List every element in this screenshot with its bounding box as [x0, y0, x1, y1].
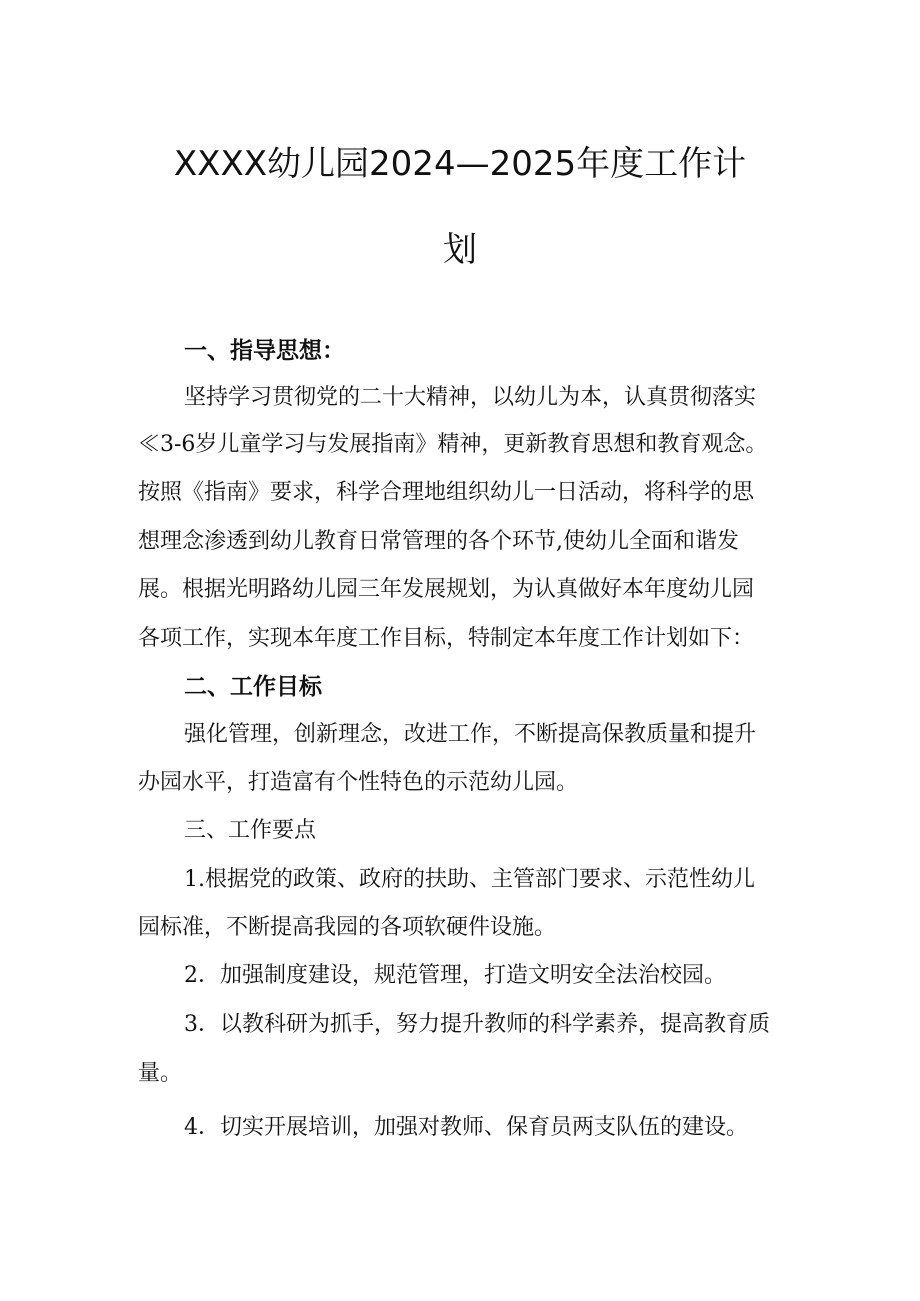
list-item-continued: 园标准，不断提高我园的各项软硬件设施。 — [138, 915, 557, 940]
section-heading-work-goals: 二、工作目标 — [184, 674, 322, 700]
paragraph-line: 按照《指南》要求，科学合理地组织幼儿一日活动，将科学的思 — [138, 480, 755, 505]
paragraph-line: 坚持学习贯彻党的二十大精神，以幼儿为本，认真贯彻落实 — [184, 385, 757, 410]
list-item-continued: 量。 — [138, 1061, 183, 1086]
paragraph-line: 各项工作，实现本年度工作目标，特制定本年度工作计划如下： — [138, 626, 755, 651]
document-title: XXXX幼儿园2024—2025年度工作计 — [173, 144, 747, 184]
section-heading-work-points: 三、工作要点 — [184, 818, 317, 843]
paragraph-line: ≪3-6岁儿童学习与发展指南》精神，更新教育思想和教育观念。 — [138, 432, 768, 457]
list-item: 3．以教科研为抓手，努力提升教师的科学素养，提高教育质 — [184, 1012, 770, 1037]
section-heading-guiding-ideology: 一、指导思想： — [184, 338, 345, 364]
paragraph-line: 强化管理，创新理念，改进工作，不断提高保教质量和提升 — [184, 722, 757, 747]
paragraph-line: 想理念渗透到幼儿教育日常管理的各个环节,使幼儿全面和谐发 — [138, 529, 739, 554]
list-item: 1.根据党的政策、政府的扶助、主管部门要求、示范性幼儿 — [184, 867, 755, 892]
list-item: 4．切实开展培训，加强对教师、保育员两支队伍的建设。 — [184, 1115, 748, 1140]
document-title-continued: 划 — [443, 230, 477, 270]
paragraph-line: 展。根据光明路幼儿园三年发展规划，为认真做好本年度幼儿园 — [138, 577, 755, 602]
paragraph-line: 办园水平，打造富有个性特色的示范幼儿园。 — [138, 770, 579, 795]
list-item: 2．加强制度建设，规范管理，打造文明安全法治校园。 — [184, 963, 726, 988]
